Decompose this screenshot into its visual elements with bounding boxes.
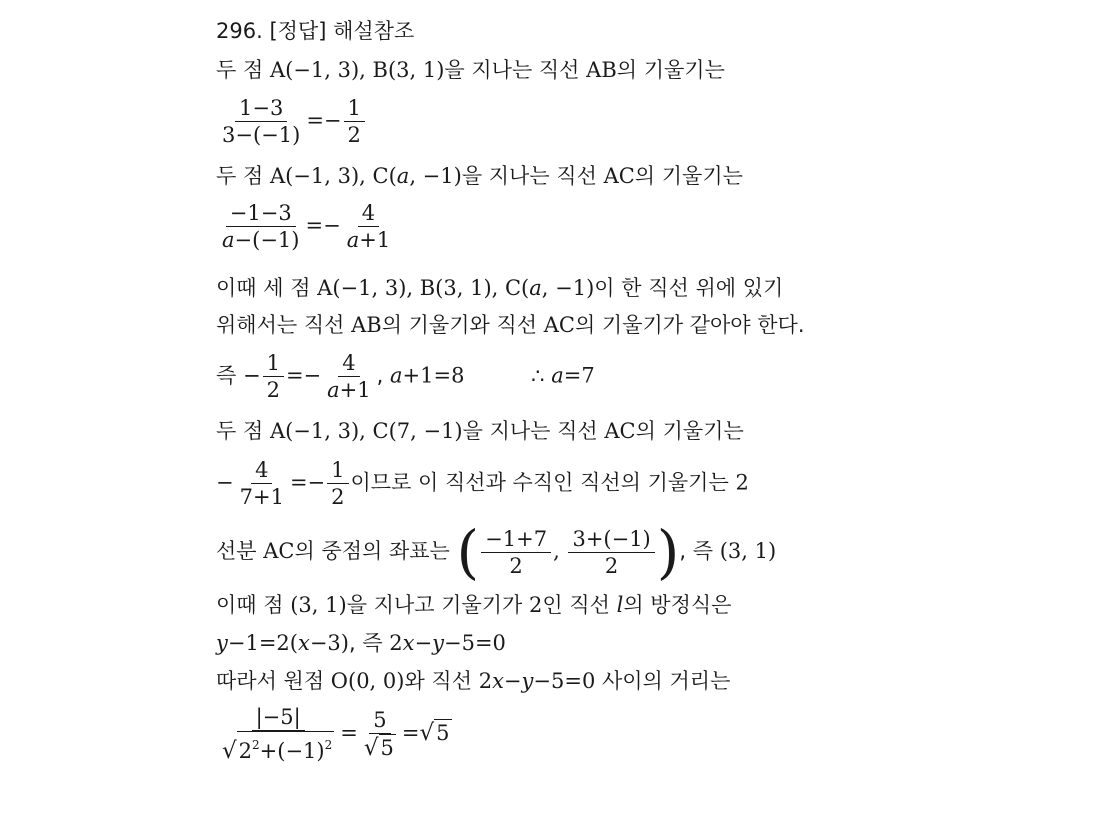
fraction: 5 √ 5 — [363, 708, 394, 761]
problem-number: 296. — [216, 19, 263, 43]
formula-slope-ab — [216, 95, 367, 148]
text: 두 점 — [216, 58, 270, 82]
fraction: $\frac{4}{a+1}$ — [346, 201, 391, 252]
left-paren: ( — [456, 518, 480, 586]
right-paren: ) — [656, 518, 680, 586]
line-equation-result: y−1=2(x−3), 즉 2x−y−5=0 — [216, 631, 506, 655]
line-distance: 따라서 원점 O(0, 0)와 직선 2x−y−5=0 사이의 거리는 — [216, 669, 731, 693]
line-slope-ab — [216, 57, 725, 83]
solution-header — [216, 18, 414, 44]
fraction: $\frac{1-3}{3-(-1)}$ — [222, 96, 301, 147]
sqrt: √ 5 — [363, 735, 394, 761]
line-slope-ac: 두 점 A(−1, 3), C(a, −1)을 지나는 직선 AC의 기울기는 — [216, 164, 743, 188]
fraction: $\frac{-1+7}{2}$ — [481, 526, 551, 579]
fraction: |−5| √ $2^2+(-1)^2$ — [222, 705, 333, 764]
fraction: $\frac{1}{2}$ — [344, 95, 365, 148]
formula-distance: |−5| √ $2^2+(-1)^2$ = 5 √ 5 = √ 5 — [216, 704, 452, 764]
line-collinear-2: 위해서는 직선 AB의 기울기와 직선 AC의 기울기가 같아야 한다. — [216, 313, 805, 337]
answer-tag: [정답] — [269, 19, 327, 43]
text: 의 기울기는 — [616, 58, 725, 82]
line-equation-l: 이때 점 (3, 1)을 지나고 기울기가 2인 직선 l의 방정식은 — [216, 593, 732, 617]
line-midpoint: 선분 AC의 중점의 좌표는 ( $\frac{-1+7}{2}$ , $\frac{3+(-1)}{2}$ ), 즉 (3, 1) — [216, 518, 777, 586]
line-solve-a: 즉 − $\frac{1}{2}$ =− $\frac{4}{a+1}$ , a+1=8 ∴ a=7 — [216, 351, 595, 402]
sqrt: √ 5 — [419, 720, 450, 746]
equals: =− — [306, 108, 342, 133]
equals: =− — [305, 213, 341, 238]
fraction: $\frac{1}{2}$ — [327, 457, 348, 510]
text: 두 점 — [216, 164, 270, 188]
fraction: $\frac{4}{7+1}$ — [239, 458, 284, 509]
text: 을 지나는 직선 — [444, 58, 587, 82]
answer-title: 해설참조 — [333, 19, 415, 43]
points-ab: A(−1, 3), B(3, 1) — [269, 58, 445, 82]
line-perpendicular-slope: − $\frac{4}{7+1}$ =− $\frac{1}{2}$ 이므로 이 직선과 수직인 직선의 기울기는 2 — [216, 458, 749, 509]
therefore-symbol: ∴ — [531, 363, 545, 388]
sqrt: √ $2^2+(-1)^2$ — [222, 731, 334, 764]
fraction: $\frac{3+(-1)}{2}$ — [568, 526, 654, 579]
formula-slope-ac — [216, 200, 396, 253]
line-collinear-1: 이때 세 점 A(−1, 3), B(3, 1), C(a, −1)이 한 직선 위에 있기 — [216, 276, 784, 300]
fraction: $\frac{1}{2}$ — [263, 350, 284, 403]
fraction: $\frac{-1-3}{a-(-1)}$ — [222, 201, 300, 252]
line-ab: AB — [586, 58, 617, 82]
fraction: $\frac{4}{a+1}$ — [327, 351, 371, 402]
line-slope-ac-2: 두 점 A(−1, 3), C(7, −1)을 지나는 직선 AC의 기울기는 — [216, 419, 744, 443]
